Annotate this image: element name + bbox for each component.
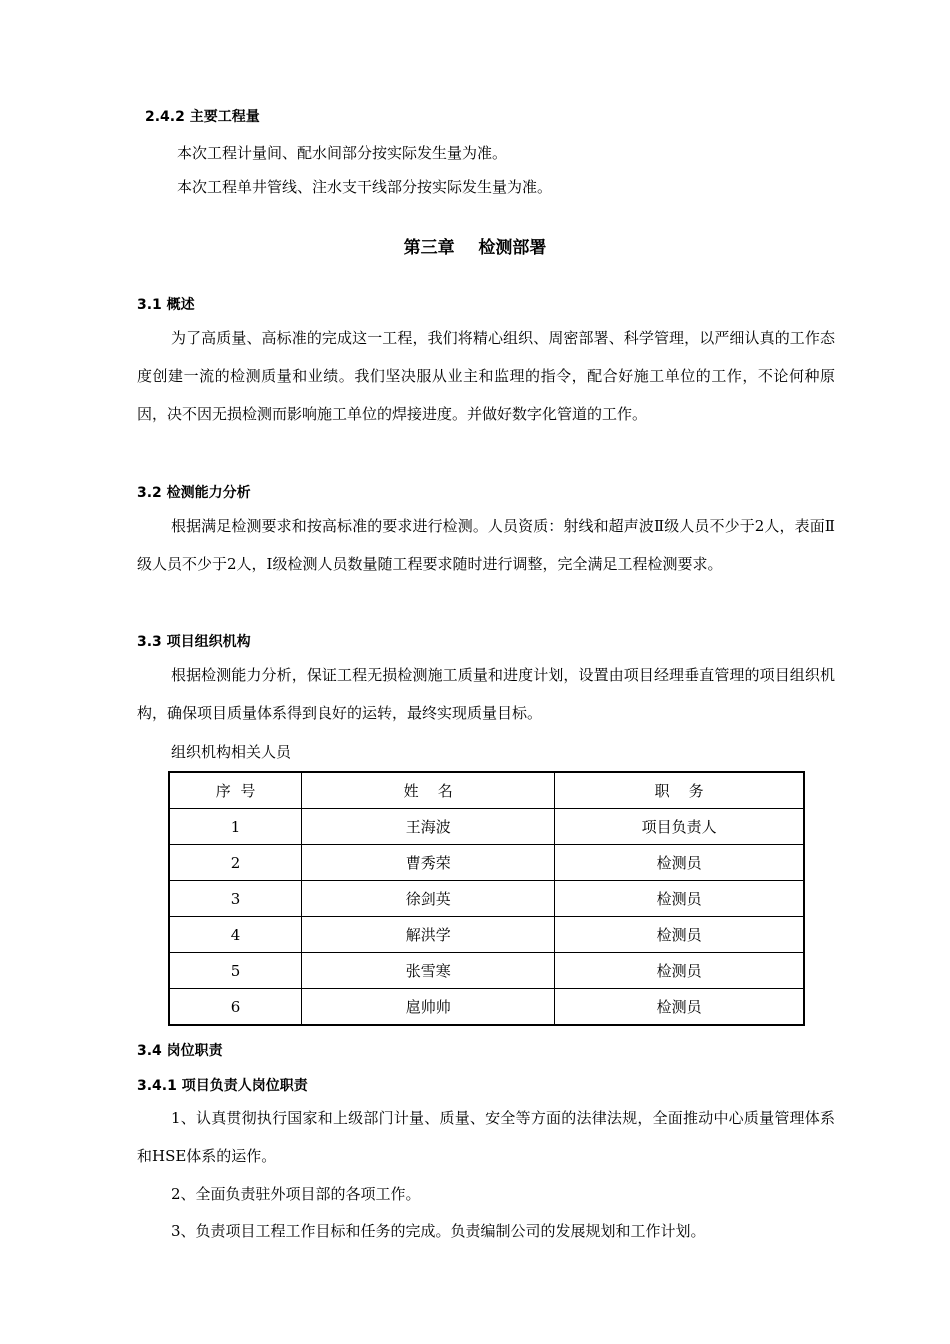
cell-position: 检测员 (555, 845, 804, 881)
staff-table (168, 771, 805, 1026)
cell-seq: 4 (169, 917, 302, 953)
cell-name: 王海波 (302, 809, 555, 845)
cell-seq: 1 (169, 809, 302, 845)
cell-position: 检测员 (555, 881, 804, 917)
cell-position: 检测员 (555, 953, 804, 989)
cell-seq: 5 (169, 953, 302, 989)
cell-position: 项目负责人 (555, 809, 804, 845)
table-caption: 组织机构相关人员 (171, 743, 292, 761)
cell-name: 张雪寒 (302, 953, 555, 989)
paragraph-capability: 根据满足检测要求和按高标准的要求进行检测。人员资质：射线和超声波Ⅱ级人员不少于2人，表面Ⅱ级人员不少于2人，Ⅰ级检测人员数量随工程要求随时进行调整，完全满足工程检测要求。 (137, 517, 835, 573)
paragraph-line: 本次工程单井管线、注水支干线部分按实际发生量为准。 (177, 178, 553, 196)
paragraph-line: 本次工程计量间、配水间部分按实际发生量为准。 (177, 144, 508, 162)
heading-2-4-2: 2.4.2 主要工程量 (145, 109, 260, 125)
cell-position: 检测员 (555, 989, 804, 1026)
table-row (169, 845, 804, 881)
duty-item: 3、负责项目工程工作目标和任务的完成。负责编制公司的发展规划和工作计划。 (171, 1222, 706, 1240)
duty-item: 1、认真贯彻执行国家和上级部门计量、质量、安全等方面的法律法规，全面推动中心质量管理体系和HSE体系的运作。 (137, 1109, 835, 1165)
paragraph-organization: 根据检测能力分析，保证工程无损检测施工质量和进度计划，设置由项目经理垂直管理的项目组织机构，确保项目质量体系得到良好的运转，最终实现质量目标。 (137, 666, 835, 722)
cell-seq: 6 (169, 989, 302, 1026)
cell-seq: 2 (169, 845, 302, 881)
paragraph-overview: 为了高质量、高标准的完成这一工程，我们将精心组织、周密部署、科学管理，以严细认真的工作态度创建一流的检测质量和业绩。我们坚决服从业主和监理的指令，配合好施工单位的工作，不论何种原因，决不因无损检测而影响施工单位的焊接进度。并做好数字化管道的工作。 (137, 329, 835, 423)
heading-3-3: 3.3 项目组织机构 (137, 634, 251, 650)
header-position: 职 务 (555, 772, 804, 809)
table-row (169, 989, 804, 1026)
heading-3-4-1: 3.4.1 项目负责人岗位职责 (137, 1078, 308, 1094)
header-name: 姓 名 (302, 772, 555, 809)
cell-name: 曹秀荣 (302, 845, 555, 881)
cell-position: 检测员 (555, 917, 804, 953)
header-seq: 序 号 (169, 772, 302, 809)
cell-seq: 3 (169, 881, 302, 917)
duty-item: 2、全面负责驻外项目部的各项工作。 (171, 1185, 421, 1203)
table-row (169, 953, 804, 989)
table-row (169, 917, 804, 953)
cell-name: 徐剑英 (302, 881, 555, 917)
table-row (169, 809, 804, 845)
cell-name: 扈帅帅 (302, 989, 555, 1026)
heading-3-4: 3.4 岗位职责 (137, 1043, 223, 1059)
heading-3-1: 3.1 概述 (137, 297, 195, 313)
heading-3-2: 3.2 检测能力分析 (137, 485, 251, 501)
table-row (169, 881, 804, 917)
chapter-title: 第三章 检测部署 (403, 238, 547, 258)
cell-name: 解洪学 (302, 917, 555, 953)
table-header-row (169, 772, 804, 809)
